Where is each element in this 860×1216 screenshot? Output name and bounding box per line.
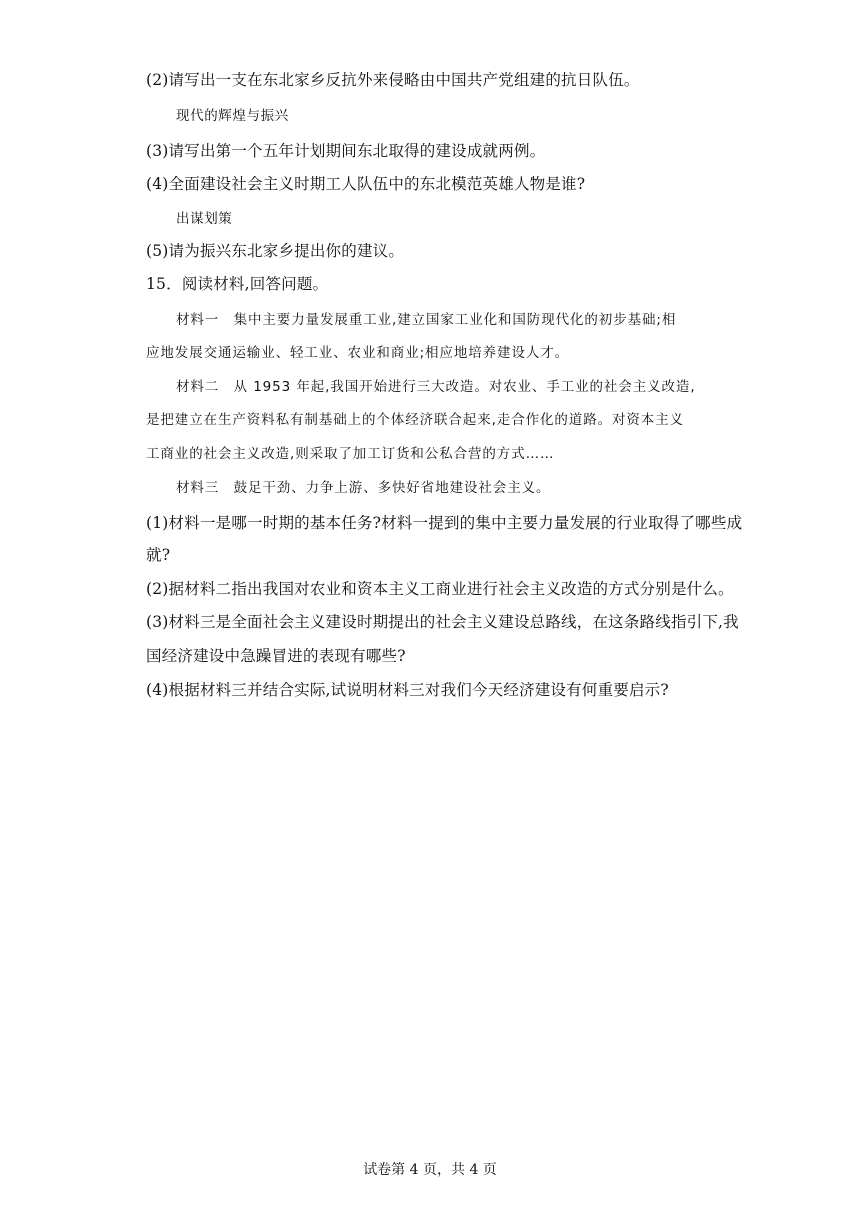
question-15-part-4: (4)根据材料三并结合实际,试说明材料三对我们今天经济建设有何重要启示? <box>146 681 669 699</box>
material-3-line-1: 材料三 鼓足干劲、力争上游、多快好省地建设社会主义。 <box>176 480 551 496</box>
question-15-part-3-line-1: (3)材料三是全面社会主义建设时期提出的社会主义建设总路线，在这条路线指引下,我 <box>146 613 739 631</box>
page-footer: 试卷第 4 页，共 4 页 <box>363 1162 497 1178</box>
question-15-title: 15．阅读材料,回答问题。 <box>146 275 329 293</box>
question-14-part-4: (4)全面建设社会主义时期工人队伍中的东北模范英雄人物是谁? <box>146 175 586 193</box>
question-15-part-1-line-2: 就? <box>146 546 171 564</box>
question-15-part-2: (2)据材料二指出我国对农业和资本主义工商业进行社会主义改造的方式分别是什么。 <box>146 580 734 598</box>
section-heading-modern: 现代的辉煌与振兴 <box>176 108 289 124</box>
question-15-part-3-line-2: 国经济建设中急躁冒进的表现有哪些? <box>146 647 406 665</box>
section-heading-advice: 出谋划策 <box>176 211 233 227</box>
material-2-line-3: 工商业的社会主义改造,则采取了加工订货和公私合营的方式…… <box>146 446 555 462</box>
material-1-line-1: 材料一 集中主要力量发展重工业,建立国家工业化和国防现代化的初步基础;相 <box>176 312 677 328</box>
material-2-line-1: 材料二 从 1953 年起,我国开始进行三大改造。对农业、手工业的社会主义改造, <box>176 379 696 395</box>
question-15-part-1-line-1: (1)材料一是哪一时期的基本任务?材料一提到的集中主要力量发展的行业取得了哪些成 <box>146 514 743 532</box>
material-2-line-2: 是把建立在生产资料私有制基础上的个体经济联合起来,走合作化的道路。对资本主义 <box>146 412 684 428</box>
question-14-part-5: (5)请为振兴东北家乡提出你的建议。 <box>146 242 405 260</box>
question-14-part-3: (3)请写出第一个五年计划期间东北取得的建设成就两例。 <box>146 142 546 160</box>
material-1-line-2: 应地发展交通运输业、轻工业、农业和商业;相应地培养建设人才。 <box>146 345 570 361</box>
question-14-part-2: (2)请写出一支在东北家乡反抗外来侵略由中国共产党组建的抗日队伍。 <box>146 71 640 89</box>
